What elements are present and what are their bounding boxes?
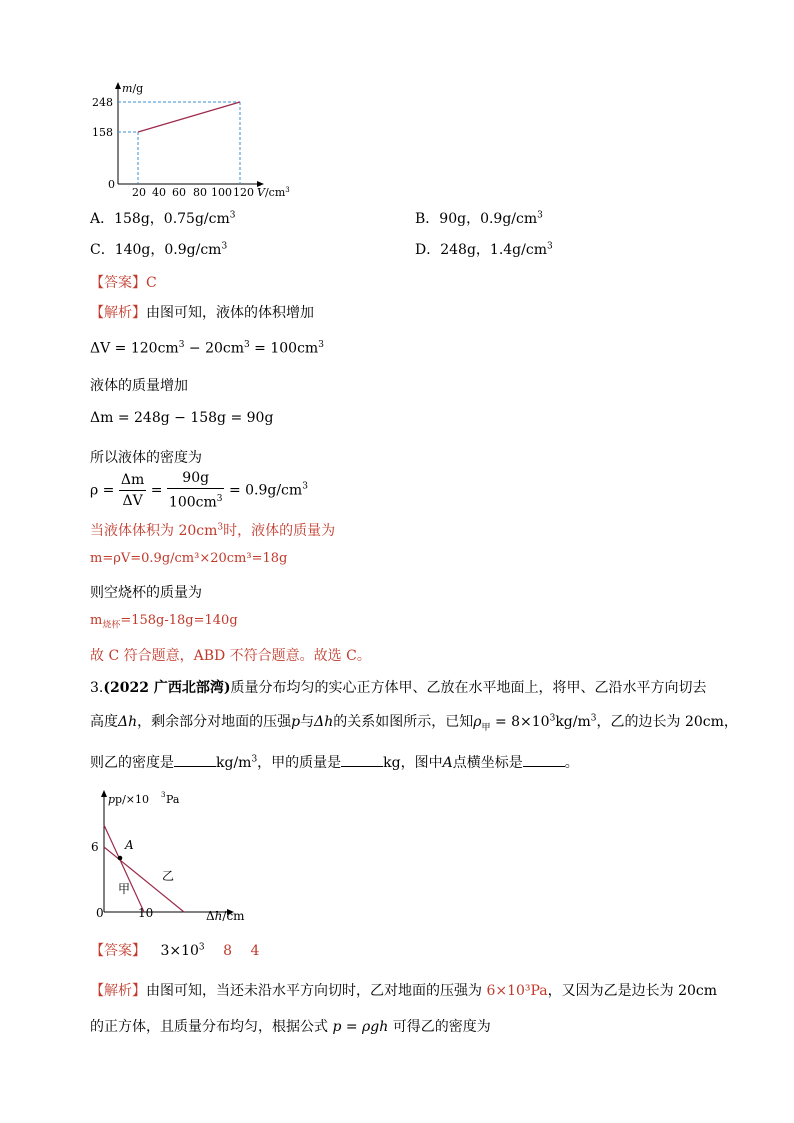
origin-label: 0 — [96, 906, 104, 920]
y-tick-158: 158 — [92, 126, 113, 139]
x-tick-40: 40 — [152, 186, 166, 199]
question-3-line1: 3.(2022 广西北部湾)质量分布均匀的实心正方体甲、乙放在水平地面上，将甲、乙沿水平方向切去 — [90, 680, 707, 696]
option-c: C．140g，$0.9g/cm^3$ — [90, 241, 228, 258]
point-a — [118, 856, 123, 861]
y-axis-label: m/g — [122, 82, 144, 95]
option-d: D．248g，$1.4g/cm^3$ — [415, 241, 553, 258]
mass-volume-chart — [92, 80, 300, 200]
y-tick-248: 248 — [92, 96, 113, 109]
label-yi: 乙 — [162, 869, 175, 883]
y-axis-label: pp/×10 — [108, 793, 150, 806]
analysis-2-line1: 【解析】由图可知，当还未沿水平方向切时，乙对地面的压强为 6×10³Pa，又因为乙是边长为 20cm — [90, 983, 718, 999]
mass-volume-line — [138, 102, 240, 132]
y-tick-6: 6 — [91, 840, 99, 854]
eq-density: ρ = $\frac{\Delta m}{\Delta V}$ = $\frac{90g}{100cm^3}$ = $0.9g/cm^3$ — [90, 470, 308, 511]
eq-delta-v: $\Delta V = 120cm^3 - 20cm^3 = 100cm^3$ — [90, 340, 324, 357]
analysis-1-line4: 当液体体积为 $20cm^3$时，液体的质量为 — [90, 522, 336, 539]
question-3-line3: 则乙的密度是 $kg/m^3$，甲的质量是 kg，图中A点横坐标是 。 — [90, 752, 579, 772]
analysis-2-line2: 的正方体，且质量分布均匀，根据公式 p = ρgh 可得乙的密度为 — [90, 1019, 491, 1035]
x-axis-label: $V/cm^3$ — [257, 186, 290, 199]
analysis-1-line5: m=ρV=0.9g/cm³×20cm³=18g — [90, 551, 288, 566]
option-b: B．90g，$0.9g/cm^3$ — [415, 210, 543, 227]
eq-delta-m: Δm = 248g − 158g = 90g — [90, 410, 274, 426]
y-axis-arrow — [115, 82, 121, 89]
x-tick-80: 80 — [193, 186, 207, 199]
x-tick-60: 60 — [172, 186, 186, 199]
y-axis-label-exp: 3 — [161, 791, 166, 799]
label-jia: 甲 — [118, 882, 131, 896]
x-tick-10: 10 — [138, 906, 154, 920]
analysis-1-line8: 故 C 符合题意，ABD 不符合题意。故选 C。 — [90, 648, 371, 664]
question-3-line2: 高度Δh，剩余部分对地面的压强p与Δh的关系如图所示，已知$\rho_甲 = 8\times 10^3kg/m^3$，乙的边长为 20cm， — [90, 713, 738, 733]
analysis-1-line6: 则空烧杯的质量为 — [90, 585, 202, 601]
analysis-1-line2: 液体的质量增加 — [90, 378, 188, 394]
answer-2: 【答案】 $3\times 10^3$ 8 4 — [90, 942, 260, 959]
x-axis-label: Δh/cm — [206, 909, 245, 923]
point-a-label: A — [125, 838, 134, 852]
option-a: A．158g，$0.75g/cm^3$ — [90, 210, 236, 227]
x-tick-100: 100 — [211, 186, 232, 199]
y-axis-label-unit: Pa — [166, 793, 180, 806]
blank-3[interactable] — [523, 752, 565, 767]
x-tick-120: 120 — [233, 186, 254, 199]
y-axis-arrow — [101, 790, 107, 797]
series-jia-line — [104, 825, 144, 912]
analysis-1-line3: 所以液体的密度为 — [90, 450, 202, 466]
x-tick-20: 20 — [132, 186, 146, 199]
blank-1[interactable] — [174, 752, 216, 767]
blank-2[interactable] — [341, 752, 383, 767]
analysis-1-line7: $m_{烧杯}=158g-18g=140g$ — [90, 613, 238, 631]
origin-label: 0 — [108, 178, 115, 191]
answer-1: 【答案】C — [90, 275, 157, 291]
pressure-height-chart — [88, 785, 258, 925]
analysis-1-line1: 【解析】由图可知，液体的体积增加 — [90, 305, 314, 321]
